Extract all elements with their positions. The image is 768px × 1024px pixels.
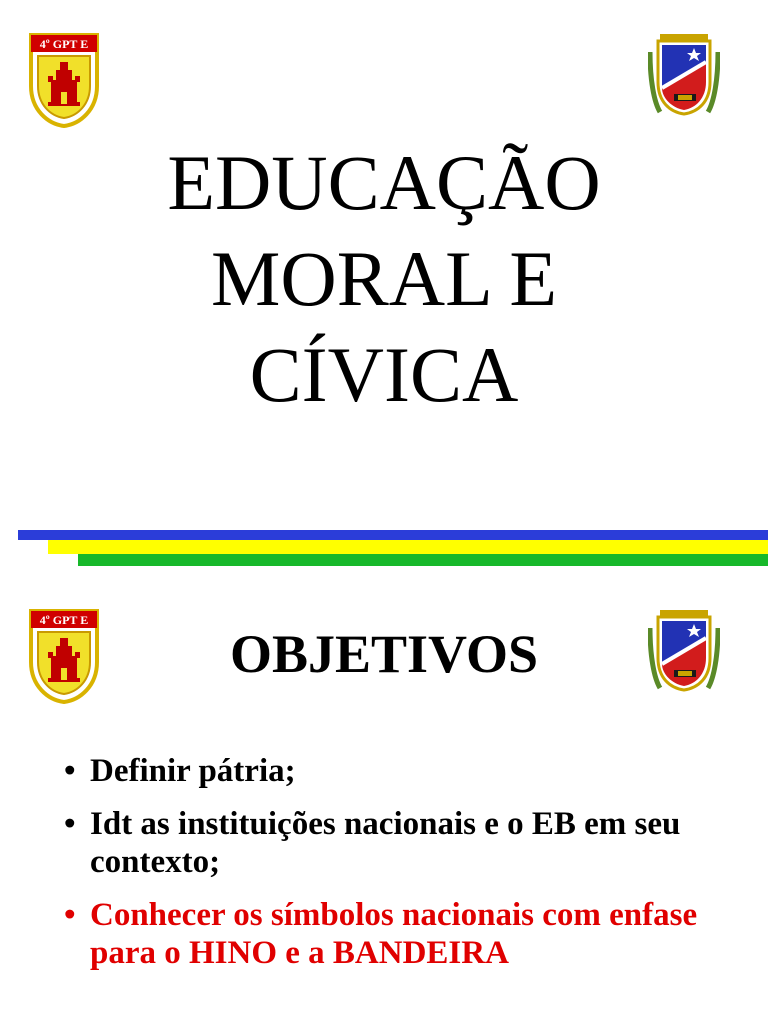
logo-badge-text: 4º GPT E	[39, 37, 89, 51]
bullet-dot: •	[64, 753, 76, 789]
objective-item	[64, 752, 744, 790]
title-line-3: CÍVICA	[249, 331, 519, 418]
section-title: OBJETIVOS	[229, 624, 539, 684]
title-line-1: EDUCAÇÃO	[167, 139, 601, 226]
heraldic-crest-icon	[648, 32, 720, 118]
title-line-2: MORAL E	[211, 235, 557, 322]
objective-text: Idt as instituições nacionais e o EB em seu contexto;	[90, 806, 681, 880]
objective-item	[64, 896, 744, 972]
objective-item	[64, 805, 744, 881]
bullet-dot: •	[64, 897, 76, 933]
objectives-list	[64, 752, 744, 987]
bullet-dot: •	[64, 806, 76, 842]
objective-text: Conhecer os símbolos nacionais com enfase para o HINO e a BANDEIRA	[90, 897, 698, 971]
objective-text: Definir pátria;	[90, 753, 296, 789]
gpt-e-shield-icon	[28, 32, 100, 128]
slide-objectives	[0, 512, 768, 1024]
main-title	[0, 135, 768, 423]
logo-badge-text: 4º GPT E	[39, 613, 89, 627]
